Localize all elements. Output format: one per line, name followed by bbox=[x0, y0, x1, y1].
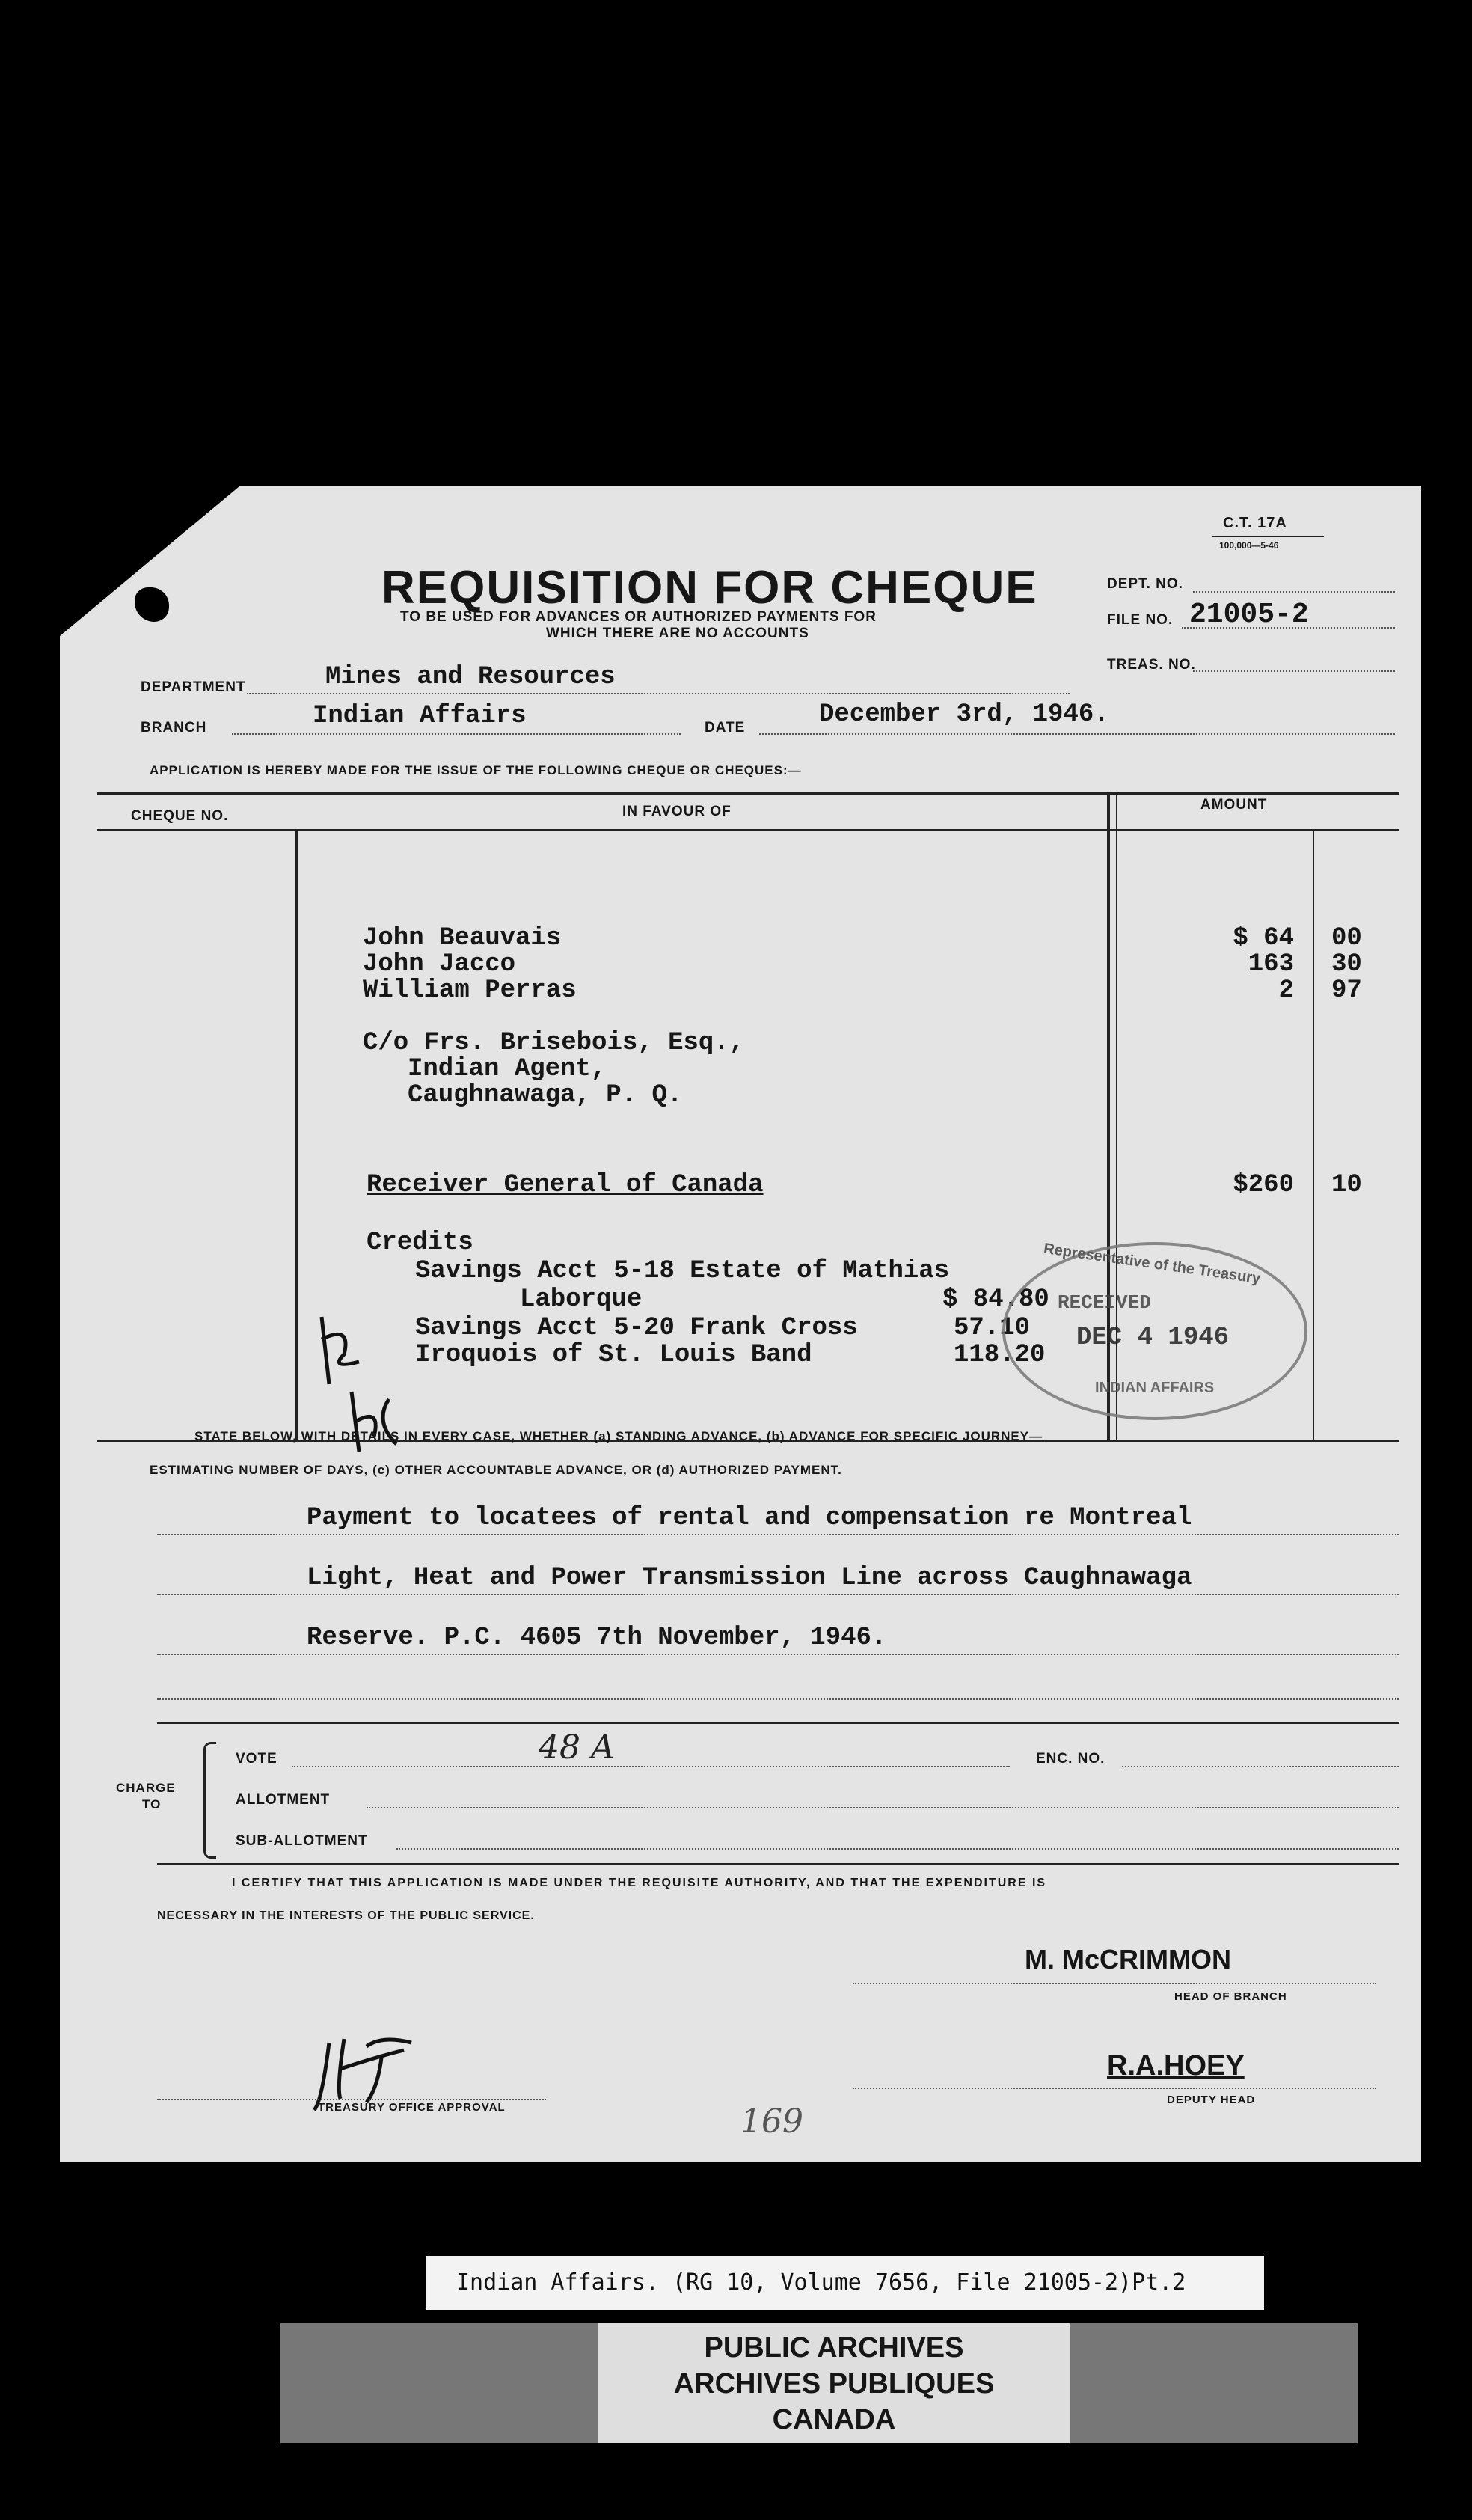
dept-no-line bbox=[1193, 591, 1395, 593]
print-code: 100,000—5-46 bbox=[1219, 540, 1279, 551]
charge-bottom-rule bbox=[157, 1863, 1399, 1865]
table-top-rule bbox=[97, 792, 1399, 795]
credit-line-3: Savings Acct 5-20 Frank Cross bbox=[415, 1314, 858, 1342]
state-below-line-2: ESTIMATING NUMBER OF DAYS, (c) OTHER ACCOUNTABLE ADVANCE, OR (d) AUTHORIZED PAYMENT. bbox=[150, 1463, 842, 1477]
purpose-line-1: Payment to locatees of rental and compensation re Montreal bbox=[307, 1504, 1192, 1532]
credit-amount-3: 57.10 bbox=[954, 1314, 1031, 1342]
branch-line bbox=[232, 733, 681, 735]
certify-line-2: NECESSARY IN THE INTERESTS OF THE PUBLIC SERVICE. bbox=[157, 1909, 535, 1922]
table-header-rule bbox=[97, 829, 1399, 831]
form-subtitle-1: TO BE USED FOR ADVANCES OR AUTHORIZED PAYMENTS FOR bbox=[400, 609, 877, 625]
date-line bbox=[759, 733, 1395, 735]
credit-line-1: Savings Acct 5-18 Estate of Mathias bbox=[415, 1257, 950, 1285]
col-amount: AMOUNT bbox=[1200, 797, 1268, 813]
branch-value: Indian Affairs bbox=[313, 702, 527, 730]
care-of-line-3: Caughnawaga, P. Q. bbox=[408, 1081, 683, 1110]
file-no-label: FILE NO. bbox=[1107, 612, 1174, 628]
purpose-rule-2 bbox=[157, 1594, 1399, 1595]
form-subtitle-2: WHICH THERE ARE NO ACCOUNTS bbox=[546, 626, 809, 641]
stamp-bottom-text: INDIAN AFFAIRS bbox=[1095, 1380, 1215, 1396]
head-of-branch-name: M. McCRIMMON bbox=[1025, 1944, 1231, 1975]
archive-line-2: ARCHIVES PUBLIQUES bbox=[673, 2368, 995, 2400]
sub-allotment-line bbox=[396, 1848, 1399, 1850]
credit-amount-2: $ 84.80 bbox=[942, 1285, 1049, 1314]
department-value: Mines and Resources bbox=[325, 663, 616, 691]
head-of-branch-label: HEAD OF BRANCH bbox=[1174, 1990, 1287, 2003]
form-number: C.T. 17A bbox=[1223, 515, 1287, 531]
col-in-favour: IN FAVOUR OF bbox=[622, 804, 732, 819]
purpose-rule-4 bbox=[157, 1698, 1399, 1700]
deputy-head-line bbox=[853, 2088, 1376, 2089]
payee-dollars: 163 bbox=[1248, 950, 1294, 979]
received-stamp bbox=[1002, 1242, 1307, 1420]
payee-name: John Jacco bbox=[363, 950, 516, 979]
credit-amount-4: 118.20 bbox=[954, 1341, 1046, 1369]
receiver-dollars: $260 bbox=[1233, 1171, 1294, 1199]
branch-label: BRANCH bbox=[141, 720, 207, 735]
payee-cents: 30 bbox=[1331, 950, 1362, 979]
payee-name: William Perras bbox=[363, 976, 577, 1005]
department-label: DEPARTMENT bbox=[141, 679, 246, 695]
department-line bbox=[247, 693, 1070, 694]
payee-dollars: 2 bbox=[1278, 976, 1294, 1005]
purpose-rule-3 bbox=[157, 1654, 1399, 1655]
archive-reference-label bbox=[426, 2256, 1264, 2310]
receiver-name: Receiver General of Canada bbox=[367, 1171, 764, 1199]
care-of-line-2: Indian Agent, bbox=[408, 1055, 607, 1083]
care-of-line-1: C/o Frs. Brisebois, Esq., bbox=[363, 1029, 745, 1057]
charge-top-rule bbox=[157, 1722, 1399, 1724]
form-number-rule bbox=[1212, 536, 1324, 537]
deputy-head-name: R.A.HOEY bbox=[1107, 2050, 1245, 2082]
credit-line-4: Iroquois of St. Louis Band bbox=[415, 1341, 812, 1369]
treasury-approval-line bbox=[157, 2099, 546, 2100]
col-divider-1 bbox=[295, 831, 298, 1440]
treas-no-line bbox=[1193, 670, 1395, 672]
date-value: December 3rd, 1946. bbox=[819, 700, 1109, 729]
stamp-top-text: Representative of the Treasury bbox=[1042, 1240, 1262, 1288]
file-no-line bbox=[1182, 627, 1395, 629]
receiver-cents: 10 bbox=[1331, 1171, 1362, 1199]
charge-label: CHARGE bbox=[116, 1781, 176, 1795]
stamp-date: DEC 4 1946 bbox=[1076, 1324, 1230, 1352]
allotment-line bbox=[367, 1807, 1399, 1808]
payee-cents: 97 bbox=[1331, 976, 1362, 1005]
treas-no-label: TREAS. NO. bbox=[1107, 657, 1196, 673]
purpose-rule-1 bbox=[157, 1534, 1399, 1535]
vote-value: 48 A bbox=[539, 1728, 615, 1767]
treasury-approval-label: TREASURY OFFICE APPROVAL bbox=[318, 2101, 506, 2114]
charge-to-label: TO bbox=[142, 1797, 162, 1811]
requisition-form bbox=[60, 486, 1421, 2162]
archive-line-1: PUBLIC ARCHIVES bbox=[704, 2332, 964, 2364]
archive-line-3: CANADA bbox=[772, 2404, 896, 2435]
page-number: 169 bbox=[740, 2102, 803, 2141]
payee-cents: 00 bbox=[1331, 924, 1362, 952]
charge-brace bbox=[203, 1742, 216, 1859]
file-no-value: 21005-2 bbox=[1189, 599, 1309, 631]
col-divider-3 bbox=[1313, 831, 1314, 1440]
allotment-label: ALLOTMENT bbox=[236, 1792, 331, 1808]
purpose-line-3: Reserve. P.C. 4605 7th November, 1946. bbox=[307, 1624, 887, 1652]
date-label: DATE bbox=[705, 720, 746, 735]
credits-heading: Credits bbox=[367, 1229, 473, 1257]
stamp-middle-text: RECEIVED bbox=[1058, 1291, 1151, 1314]
deputy-head-label: DEPUTY HEAD bbox=[1167, 2094, 1256, 2106]
application-text: APPLICATION IS HEREBY MADE FOR THE ISSUE OF THE FOLLOWING CHEQUE OR CHEQUES:— bbox=[150, 763, 802, 777]
sub-allotment-label: SUB-ALLOTMENT bbox=[236, 1833, 368, 1849]
dept-no-label: DEPT. NO. bbox=[1107, 576, 1183, 592]
archive-reference: Indian Affairs. (RG 10, Volume 7656, File 21005-2)Pt.2 bbox=[456, 2269, 1186, 2296]
enc-no-label: ENC. NO. bbox=[1036, 1751, 1105, 1767]
head-of-branch-line bbox=[853, 1983, 1376, 1984]
credit-line-2: Laborque bbox=[520, 1285, 643, 1314]
payee-name: John Beauvais bbox=[363, 924, 562, 952]
vote-line bbox=[292, 1766, 1010, 1767]
purpose-line-2: Light, Heat and Power Transmission Line across Caughnawaga bbox=[307, 1564, 1192, 1592]
col-cheque-no: CHEQUE NO. bbox=[131, 808, 229, 824]
archive-stamp bbox=[598, 2323, 1070, 2443]
enc-no-line bbox=[1122, 1766, 1399, 1767]
state-below-line-1: STATE BELOW, WITH DETAILS IN EVERY CASE, WHETHER (a) STANDING ADVANCE, (b) ADVANCE FOR SPECIFIC JOURNEY— bbox=[194, 1429, 1043, 1443]
form-title: REQUISITION FOR CHEQUE bbox=[381, 562, 1038, 614]
vote-label: VOTE bbox=[236, 1751, 277, 1767]
certify-line-1: I CERTIFY THAT THIS APPLICATION IS MADE UNDER THE REQUISITE AUTHORITY, AND THAT THE EXPENDITURE IS bbox=[232, 1877, 1047, 1889]
payee-dollars: $ 64 bbox=[1233, 924, 1294, 952]
